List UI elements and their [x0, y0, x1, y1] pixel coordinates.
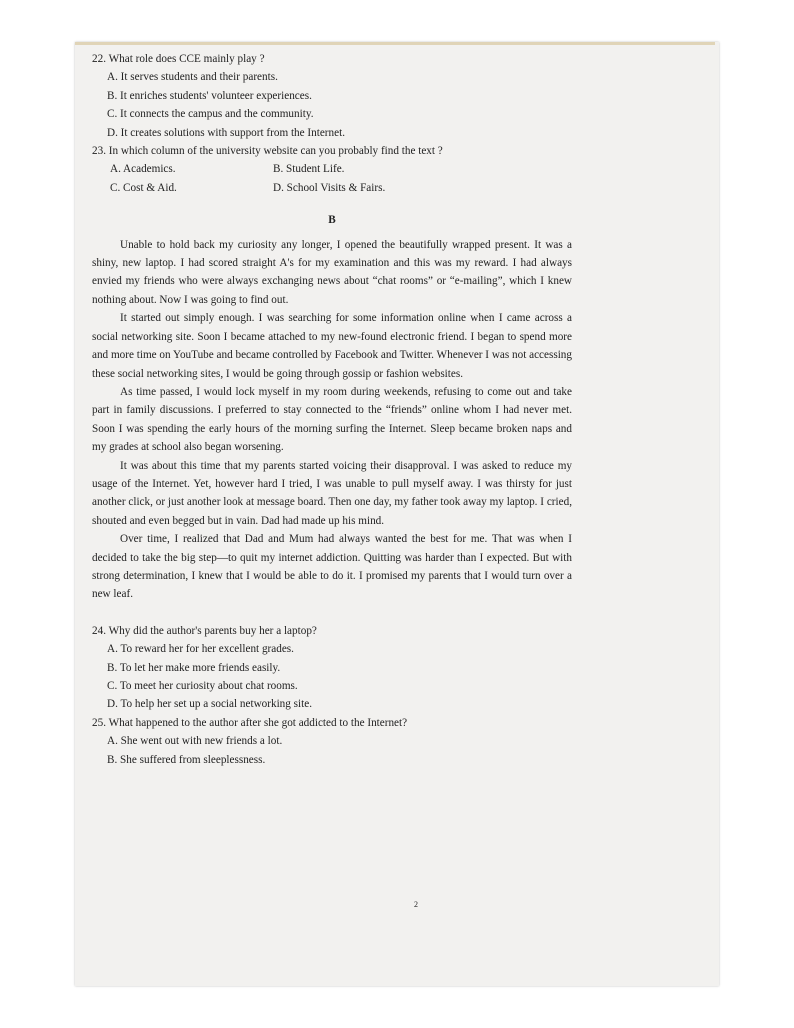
q22-option-d: D. It creates solutions with support from the Internet. [107, 126, 345, 139]
passage-paragraph-1: Unable to hold back my curiosity any longer, I opened the beautifully wrapped present. It was a shiny, new laptop. I had scored straight A's for my examination and this was my reward. I had always envied my friends who were always exchanging news about “chat rooms” or “e-mailing”, which I knew nothing about. Now I was going to find out. [92, 238, 572, 306]
question-24: 24. Why did the author's parents buy her a laptop? [92, 624, 317, 637]
q23-option-c: C. Cost & Aid. [110, 181, 177, 194]
q23-option-b: B. Student Life. [273, 163, 345, 176]
section-b-heading: B [328, 214, 336, 227]
q22-option-a: A. It serves students and their parents. [107, 71, 278, 84]
page-content [92, 50, 572, 769]
paper-edge [75, 42, 715, 45]
q22-option-c: C. It connects the campus and the community. [107, 108, 314, 121]
q25-option-a: A. She went out with new friends a lot. [107, 735, 283, 748]
passage-paragraph-2: It started out simply enough. I was searching for some information online when I came across a social networking site. Soon I became attached to my new-found electronic friend. I began to spend more and more time on YouTube and became controlled by Facebook and Twitter. Whenever I was not accessing these social networking sites, I would be going through gossip or fashion websites. [92, 312, 572, 380]
q23-options-row-2 [92, 179, 572, 197]
question-23: 23. In which column of the university website can you probably find the text ? [92, 145, 443, 158]
q24-option-c: C. To meet her curiosity about chat rooms. [107, 680, 298, 692]
q22-option-b: B. It enriches students' volunteer experiences. [107, 89, 312, 102]
q23-option-a: A. Academics. [110, 163, 176, 176]
passage-paragraph-5: Over time, I realized that Dad and Mum had always wanted the best for me. That was when I decided to take the big step—to quit my internet addiction. Quitting was harder than I expected. But with strong determination, I knew that I would be able to do it. I promised my parents that I would turn over a new leaf. [92, 533, 572, 601]
passage-paragraph-3: As time passed, I would lock myself in my room during weekends, refusing to come out and take part in family discussions. I preferred to stay connected to the “friends” online whom I had never met. Soon I was spending the early hours of the morning surfing the Internet. Sleep became broken naps and my grades at school also began worsening. [92, 385, 572, 454]
spacer [92, 604, 572, 622]
question-22: 22. What role does CCE mainly play ? [92, 53, 265, 65]
passage-paragraph-4: It was about this time that my parents started voicing their disapproval. I was asked to reduce my usage of the Internet. Yet, however hard I tried, I was unable to pull myself away. I was thirsty for just another click, or just another look at message board. Then one day, my father took away my laptop. I cried, shouted and even begged but in vain. Dad had made up his mind. [92, 459, 572, 527]
q24-option-d: D. To help her set up a social networking site. [107, 698, 313, 711]
q23-options-row-1 [92, 160, 572, 178]
q24-option-a: A. To reward her for her excellent grades. [107, 643, 294, 656]
q25-option-b: B. She suffered from sleeplessness. [107, 753, 266, 766]
q24-option-b: B. To let her make more friends easily. [107, 661, 281, 674]
question-25: 25. What happened to the author after she got addicted to the Internet? [92, 716, 408, 729]
page-number: 2 [414, 900, 418, 909]
q23-option-d: D. School Visits & Fairs. [273, 181, 386, 194]
